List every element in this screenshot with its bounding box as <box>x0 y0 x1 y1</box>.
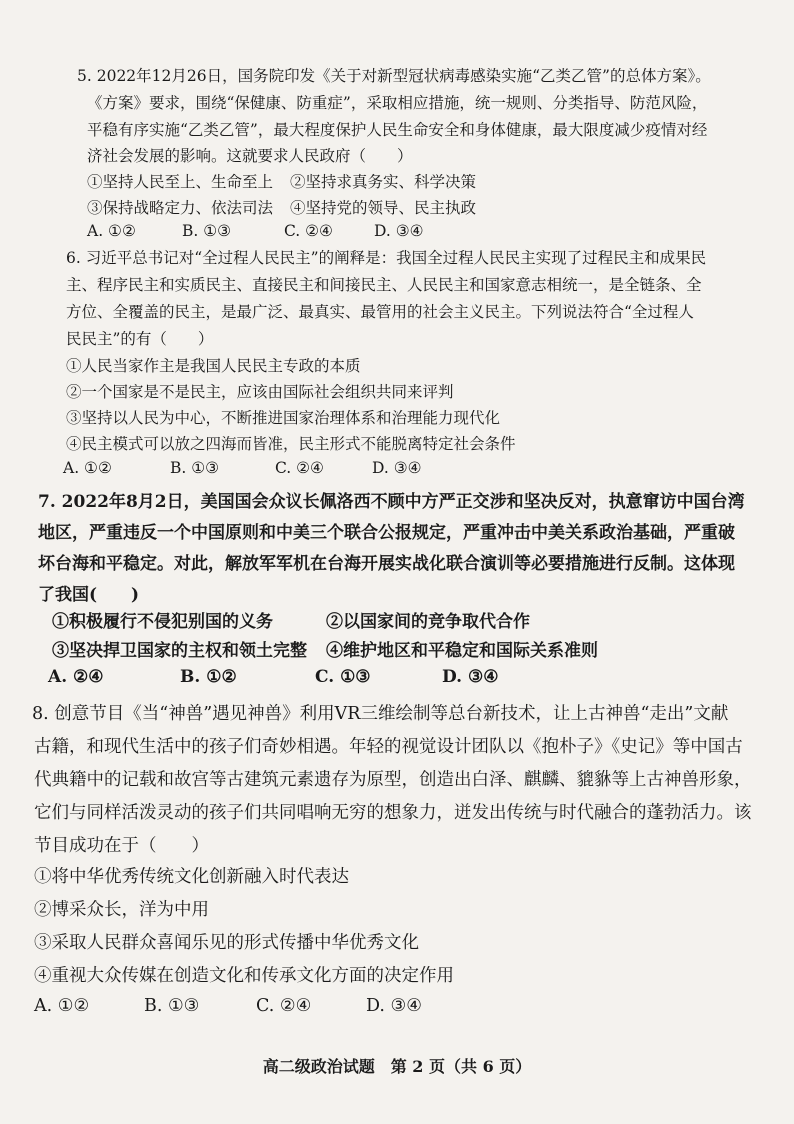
question-5-statement-1: ①坚持人民至上、生命至上 <box>87 173 274 191</box>
question-8-choice-d[interactable]: D. ③④ <box>366 996 422 1016</box>
question-6-statement-3: ③坚持以人民为中心，不断推进国家治理体系和治理能力现代化 <box>66 409 501 427</box>
question-6-choice-b[interactable]: B. ①③ <box>170 459 220 477</box>
question-7-stem-line: 了我国( ) <box>38 585 140 605</box>
page-footer: 高二级政治试题 第 2 页（共 6 页） <box>262 1057 532 1076</box>
question-5-choice-a[interactable]: A. ①② <box>87 222 136 240</box>
question-5-stem-line: 济社会发展的影响。这就要求人民政府（ ） <box>87 147 413 165</box>
question-7-statement-1: ①积极履行不侵犯别国的义务 <box>52 612 273 632</box>
question-5-statement-2: ②坚持求真务实、科学决策 <box>290 173 477 191</box>
question-5-stem-line: 《方案》要求，围绕“保健康、防重症”，采取相应措施，统一规则、分类指导、防范风险， <box>87 94 708 112</box>
question-7-stem-line: 地区，严重违反一个中国原则和中美三个联合公报规定，严重冲击中美关系政治基础，严重破 <box>38 523 735 543</box>
question-5-statement-4: ④坚持党的领导、民主执政 <box>290 199 477 217</box>
question-8-choice-c[interactable]: C. ②④ <box>256 996 312 1016</box>
question-5-choice-b[interactable]: B. ①③ <box>182 222 232 240</box>
question-8-stem-line: 古籍，和现代生活中的孩子们奇妙相遇。年轻的视觉设计团队以《抱朴子》《史记》等中国古 <box>34 737 743 757</box>
question-7-statement-4: ④维护地区和平稳定和国际关系准则 <box>326 641 598 661</box>
question-8-statement-3: ③采取人民群众喜闻乐见的形式传播中华优秀文化 <box>34 933 419 953</box>
question-8-choice-b[interactable]: B. ①③ <box>144 996 200 1016</box>
question-7-choice-b[interactable]: B. ①② <box>180 667 237 687</box>
question-6-choice-d[interactable]: D. ③④ <box>372 459 422 477</box>
question-5-stem-line: 5. 2022年12月26日，国务院印发《关于对新型冠状病毒感染实施“乙类乙管”的总体方案》。 <box>77 67 711 85</box>
question-7-choice-a[interactable]: A. ②④ <box>48 667 104 687</box>
question-5-choice-c[interactable]: C. ②④ <box>284 222 333 240</box>
question-6-statement-1: ①人民当家作主是我国人民民主专政的本质 <box>66 357 361 375</box>
question-8-statement-2: ②博采众长，洋为中用 <box>34 900 209 920</box>
question-7-statement-2: ②以国家间的竞争取代合作 <box>326 612 530 632</box>
question-6-stem-line: 民民主”的有（ ） <box>66 330 214 348</box>
question-8-statement-4: ④重视大众传媒在创造文化和传承文化方面的决定作用 <box>34 966 454 986</box>
question-6-choice-a[interactable]: A. ①② <box>63 459 112 477</box>
question-7-choice-c[interactable]: C. ①③ <box>315 667 371 687</box>
question-5-choice-d[interactable]: D. ③④ <box>374 222 424 240</box>
question-7-stem-line: 7. 2022年8月2日，美国国会众议长佩洛西不顾中方严正交涉和坚决反对，执意窜访中国台湾 <box>38 492 745 512</box>
question-5-stem-line: 平稳有序实施“乙类乙管”，最大程度保护人民生命安全和身体健康，最大限度减少疫情对经 <box>87 121 708 139</box>
question-8-choice-a[interactable]: A. ①② <box>34 996 90 1016</box>
question-6-stem-line: 6. 习近平总书记对“全过程人民民主”的阐释是：我国全过程人民民主实现了过程民主和成果民 <box>66 249 707 267</box>
question-7-stem-line: 坏台海和平稳定。对此，解放军军机在台海开展实战化联合演训等必要措施进行反制。这体现 <box>38 554 735 574</box>
question-8-stem-line: 代典籍中的记载和故宫等古建筑元素遗存为原型，创造出白泽、麒麟、貔貅等上古神兽形象， <box>34 770 752 790</box>
question-6-stem-line: 主、程序民主和实质民主、直接民主和间接民主、人民民主和国家意志相统一，是全链条、全 <box>66 276 702 294</box>
question-8-stem-line: 它们与同样活泼灵动的孩子们共同唱响无穷的想象力，迸发出传统与时代融合的蓬勃活力。该 <box>34 803 752 823</box>
question-6-statement-2: ②一个国家是不是民主，应该由国际社会组织共同来评判 <box>66 383 454 401</box>
question-7-statement-3: ③坚决捍卫国家的主权和领土完整 <box>52 641 307 661</box>
question-8-statement-1: ①将中华优秀传统文化创新融入时代表达 <box>34 867 349 887</box>
question-8-stem-line: 节目成功在于（ ） <box>34 836 209 856</box>
question-6-statement-4: ④民主模式可以放之四海而皆准，民主形式不能脱离特定社会条件 <box>66 435 516 453</box>
question-8-stem-line: 8. 创意节目《当“神兽”遇见神兽》利用VR三维绘制等总台新技术，让上古神兽“走出”文献 <box>32 704 729 724</box>
question-6-choice-c[interactable]: C. ②④ <box>275 459 324 477</box>
question-7-choice-d[interactable]: D. ③④ <box>442 667 499 687</box>
question-6-stem-line: 方位、全覆盖的民主，是最广泛、最真实、最管用的社会主义民主。下列说法符合“全过程人 <box>66 303 694 321</box>
question-5-statement-3: ③保持战略定力、依法司法 <box>87 199 274 217</box>
